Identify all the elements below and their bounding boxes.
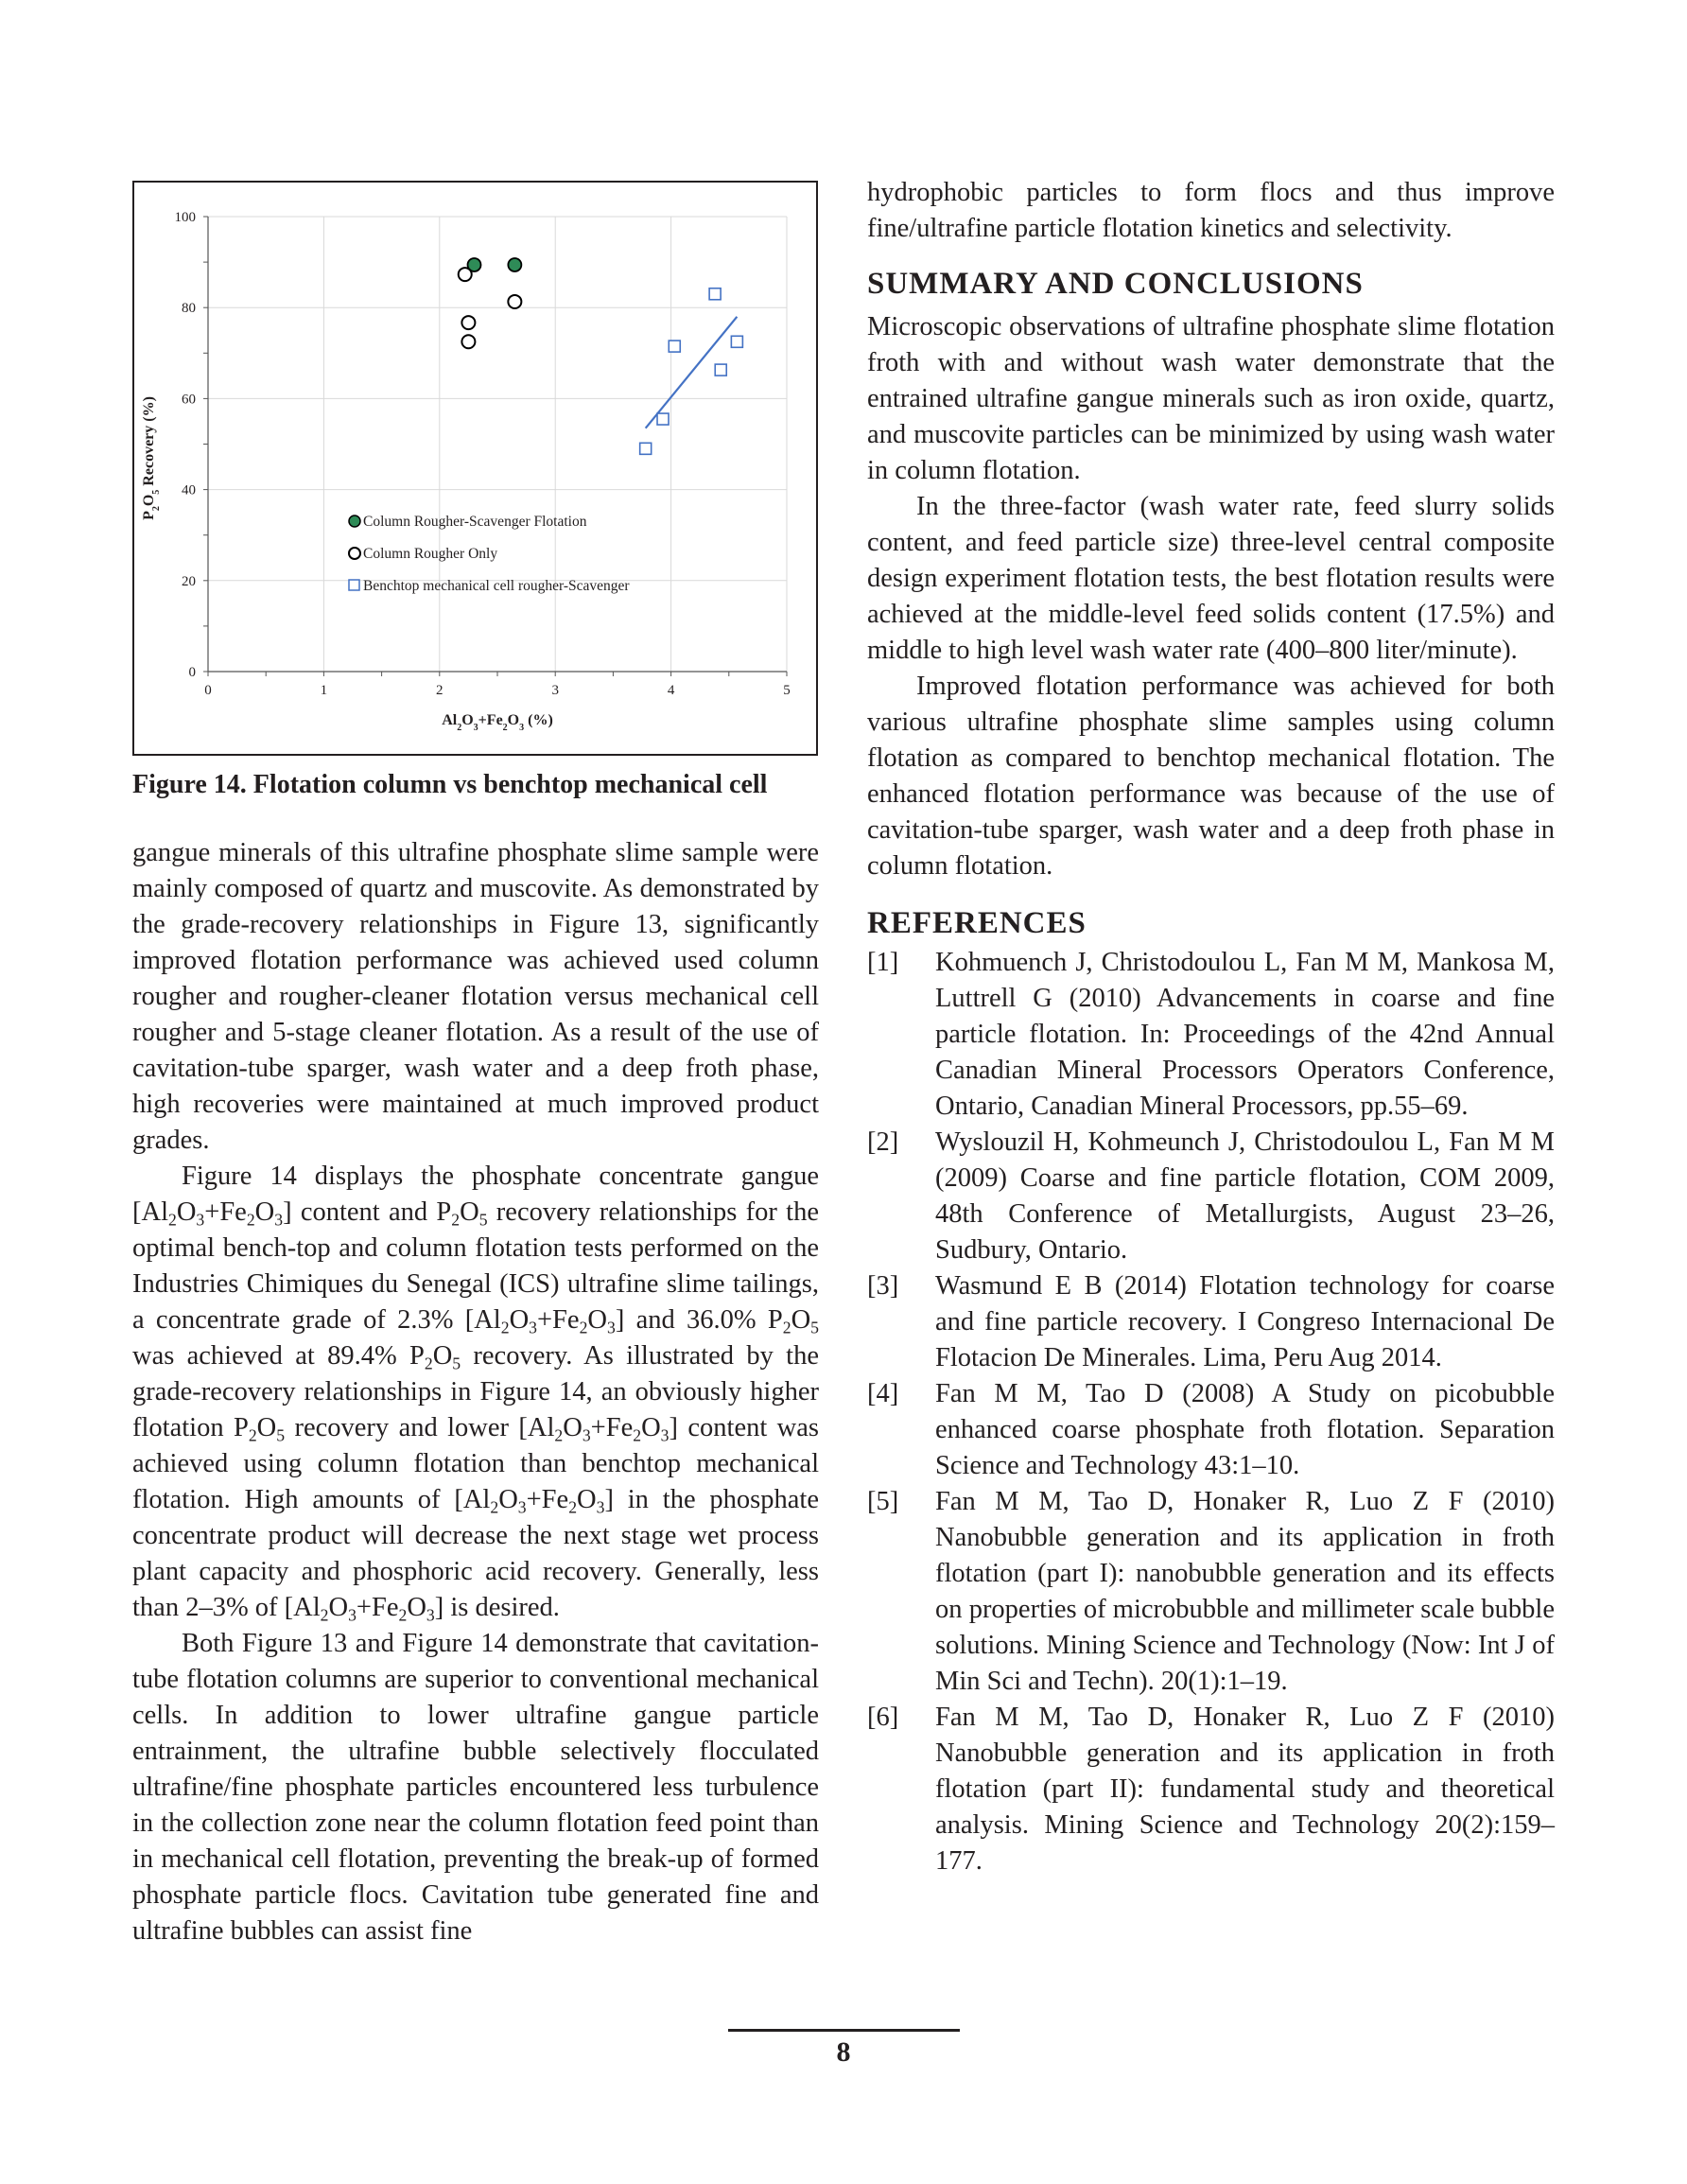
reference-item [867, 1700, 1555, 1879]
reference-text: Kohmuench J, Christodoulou L, Fan M M, Mankosa M, Luttrell G (2010) Advancements in coarse and fine particle flotation. In: Proceedings of the 42nd Annual Canadian Mineral Processors Operators Conference, Ontario, Canadian Mineral Processors, pp.55–69. [935, 948, 1555, 1121]
reference-number: [4] [867, 1379, 899, 1408]
y-tick-label: 100 [174, 210, 196, 225]
reference-item [867, 1268, 1555, 1376]
y-tick-label: 80 [182, 301, 196, 317]
reference-number: [5] [867, 1487, 899, 1516]
data-point-benchtop [709, 288, 721, 300]
x-tick-label: 5 [783, 683, 791, 698]
reference-item [867, 1125, 1555, 1268]
body-paragraph-p2: Figure 14 displays the phosphate concentrate gangue $[Al_2O_3+Fe_2O_3]$ content and $P_2O_5$ recovery relationships for the optimal bench-top and column flotation tests performed on the Industries Chimiques du Senegal (ICS) ultrafine slime tailings, a concentrate grade of 2.3% $[Al_2O_3+Fe_2O_3]$ and 36.0% $P_2O_5$ was achieved at 89.4% $P_2O_5$ recovery. As illustrated by the grade-recovery relationships in Figure 14, an obviously higher flotation $P_2O_5$ recovery and lower $[Al_2O_3+Fe_2O_3]$ content was achieved using column flotation than benchtop mechanical flotation. High amounts of $[Al_2O_3+Fe_2O_3]$ in the phosphate concentrate product will decrease the next stage wet process plant capacity and phosphoric acid recovery. Generally, less than 2–3% of $[Al_2O_3+Fe_2O_3]$ is desired. [132, 1162, 819, 1625]
data-point-benchtop [669, 341, 680, 352]
page-number: 8 [836, 2036, 851, 2068]
reference-text: Fan M M, Tao D, Honaker R, Luo Z F (2010) Nanobubble generation and its application in froth flotation (part II): fundamental study and theoretical analysis. Mining Science and Technology 20(2):159–177. [935, 1703, 1555, 1876]
reference-text: Fan M M, Tao D, Honaker R, Luo Z F (2010) Nanobubble generation and its application in froth flotation (part I): nanobubble generation and its effects on properties of microbubble and millimeter scale bubble solutions. Mining Science and Technology (Now: Int J of Min Sci and Techn). 20(1):1–19. [935, 1487, 1555, 1696]
summary-paragraph: Improved flotation performance was achieved for both various ultrafine phosphate slime samples using column flotation as compared to benchtop mechanical flotation. The enhanced flotation performance was because of the use of cavitation-tube sparger, wash water and a deep froth phase in column flotation. [867, 672, 1555, 881]
y-tick-label: 20 [182, 573, 196, 589]
legend-marker [349, 580, 359, 590]
reference-item [867, 1376, 1555, 1484]
data-point-column-rougher-scavenger [508, 258, 521, 271]
reference-item [867, 1484, 1555, 1700]
figure-caption: Figure 14. Flotation column vs benchtop mechanical cell [132, 770, 768, 799]
reference-text: Wyslouzil H, Kohmeunch J, Christodoulou L, Fan M M (2009) Coarse and fine particle flotation, COM 2009, 48th Conference of Metallurgists, August 23–26, Sudbury, Ontario. [935, 1127, 1555, 1265]
data-point-benchtop [715, 364, 726, 376]
summary-paragraph: In the three-factor (wash water rate, feed slurry solids content, and feed particle size) three-level central composite design experiment flotation tests, the best flotation results were achieved at the middle-level feed solids content (17.5%) and middle to high level wash water rate (400–800 liter/minute). [867, 492, 1555, 665]
reference-number: [1] [867, 948, 899, 977]
reference-item [867, 945, 1555, 1125]
x-tick-label: 2 [436, 683, 443, 698]
summary-paragraph: Microscopic observations of ultrafine phosphate slime flotation froth with and without wash water demonstrate that the entrained ultrafine gangue minerals such as iron oxide, quartz, and muscovite particles can be minimized by using wash water in column flotation. [867, 312, 1555, 485]
intro-paragraph: hydrophobic particles to form flocs and thus improve fine/ultrafine particle flotation kinetics and selectivity. [867, 178, 1555, 243]
data-point-column-rougher-only [461, 335, 475, 348]
reference-text: Wasmund E B (2014) Flotation technology for coarse and fine particle recovery. I Congreso Internacional De Flotacion De Minerales. Lima, Peru Aug 2014. [935, 1271, 1555, 1372]
reference-number: [3] [867, 1271, 899, 1301]
reference-text: Fan M M, Tao D (2008) A Study on picobubble enhanced coarse phosphate froth flotation. Separation Science and Technology 43:1–10. [935, 1379, 1555, 1480]
data-point-benchtop [640, 443, 652, 454]
body-paragraph-p1: gangue minerals of this ultrafine phosphate slime sample were mainly composed of quartz and muscovite. As demonstrated by the grade-recovery relationships in Figure 13, significantly improved flotation performance was achieved used column rougher and rougher-cleaner flotation versus mechanical cell rougher and 5-stage cleaner flotation. As a result of the use of cavitation-tube sparger, wash water and a deep froth phase, high recoveries were maintained at much improved product grades. [132, 838, 819, 1155]
x-tick-label: 1 [320, 683, 328, 698]
legend-label: Benchtop mechanical cell rougher-Scavenger [363, 578, 630, 594]
y-tick-label: 0 [188, 665, 196, 680]
x-axis-title: $Al_2O_3+Fe_2O_3$ (%) [442, 712, 553, 733]
reference-number: [2] [867, 1127, 899, 1157]
data-point-benchtop [731, 336, 742, 347]
summary-heading: SUMMARY AND CONCLUSIONS [867, 267, 1364, 301]
legend-marker [349, 548, 360, 559]
legend-label: Column Rougher Only [363, 546, 498, 562]
data-point-column-rougher-only [461, 316, 475, 329]
x-tick-label: 3 [551, 683, 559, 698]
y-tick-label: 60 [182, 392, 196, 408]
right-column [867, 175, 1555, 1879]
body-paragraph-p3: Both Figure 13 and Figure 14 demonstrate that cavitation-tube flotation columns are superior to conventional mechanical cells. In addition to lower ultrafine gangue particle entrainment, the ultrafine bubble selectively flocculated ultrafine/fine phosphate particles encountered less turbulence in the collection zone near the column flotation feed point than in mechanical cell flotation, preventing the break-up of formed phosphate particle flocs. Cavitation tube generated fine and ultrafine bubbles can assist fine [132, 1629, 819, 1946]
data-point-column-rougher-only [508, 295, 521, 308]
left-column-text [132, 835, 819, 1949]
x-tick-label: 4 [667, 683, 675, 698]
references-heading: REFERENCES [867, 906, 1087, 940]
figure-14-chart [132, 181, 818, 756]
y-tick-label: 40 [182, 482, 196, 498]
references-list [867, 945, 1555, 1879]
y-axis-title: $P_2O_5$ Recovery (%) [141, 396, 162, 520]
legend-marker [349, 515, 360, 527]
chart-svg [134, 183, 816, 754]
x-tick-label: 0 [204, 683, 212, 698]
reference-number: [6] [867, 1703, 899, 1732]
legend-label: Column Rougher-Scavenger Flotation [363, 514, 587, 530]
data-point-benchtop [657, 413, 669, 425]
data-point-column-rougher-only [459, 268, 472, 281]
footer-rule [728, 2029, 960, 2032]
summary-body [867, 309, 1555, 884]
